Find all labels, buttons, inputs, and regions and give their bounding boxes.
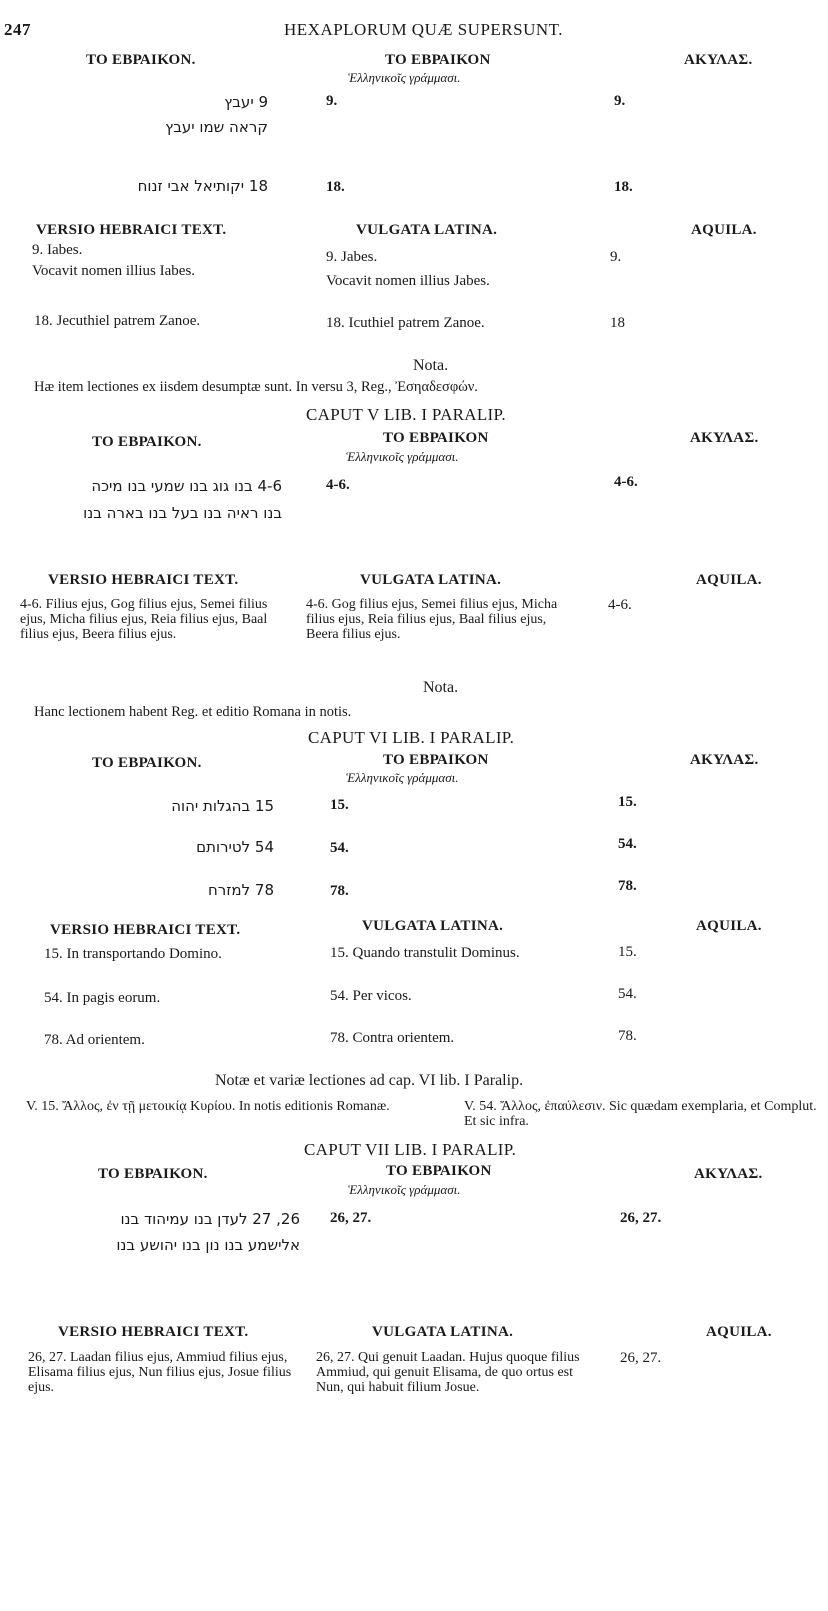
verse-number: 9. <box>326 93 338 109</box>
aquila-text: 18 <box>610 315 625 331</box>
caput-heading: CAPUT V LIB. I PARALIP. <box>306 405 506 424</box>
versio-text: 18. Jecuthiel patrem Zanoe. <box>34 313 201 329</box>
hebrew-line: 9 יעבץ <box>224 93 268 111</box>
vulgata-text: 4-6. Gog filius ejus, Semei filius ejus, Micha filius ejus, Reia filius ejus, Baal filius ejus, Beera filius ejus. <box>306 597 558 642</box>
col-subhead-greek-letters: Ἑλληνικοῖς γράμμασι. <box>346 770 459 785</box>
page-number: 247 <box>4 20 31 39</box>
col-head-hebrew-greek: ΤΟ ΕΒΡΑΙΚΟΝ <box>383 430 489 446</box>
vulgata-text: 18. Icuthiel patrem Zanoe. <box>326 315 485 331</box>
aquila-text: 9. <box>610 249 622 265</box>
verse-number: 54. <box>330 840 349 856</box>
col-head-hebrew-greek: ΤΟ ΕΒΡΑΙΚΟΝ <box>386 1163 492 1179</box>
vulgata-text: 15. Quando transtulit Dominus. <box>330 945 520 961</box>
hebrew-line: בנו ראיה בנו בעל בנו בארה בנו <box>83 504 282 522</box>
nota-text: Hæ item lectiones ex iisdem desumptæ sunt. In versu 3, Reg., Ἐσηαδεσφών. <box>34 379 478 395</box>
hebrew-line: 54 לטירותם <box>196 838 274 856</box>
col-head-hebrew: ΤΟ ΕΒΡΑΙΚΟΝ. <box>92 755 202 771</box>
versio-text: 54. In pagis eorum. <box>44 990 161 1006</box>
col-head-hebrew: ΤΟ ΕΒΡΑΙΚΟΝ. <box>86 52 196 68</box>
verse-number: 54. <box>618 836 637 852</box>
vulgata-text: 26, 27. Qui genuit Laadan. Hujus quoque filius Ammiud, qui genuit Elisama, de quo ortus est Nun, qui habuit filium Josue. <box>316 1350 580 1395</box>
aquila-text: 15. <box>618 944 637 960</box>
note-right: V. 54. Ἄλλος, ἐπαύλεσιν. Sic quædam exemplaria, et Complut. Et sic infra. <box>464 1099 817 1129</box>
col-head-aquila: AQUILA. <box>691 222 757 238</box>
aquila-text: 78. <box>618 1028 637 1044</box>
aquila-text: 4-6. <box>608 597 632 613</box>
col-subhead-greek-letters: Ἑλληνικοῖς γράμμασι. <box>348 70 461 85</box>
col-head-aquila: AQUILA. <box>696 572 762 588</box>
col-head-hebrew: ΤΟ ΕΒΡΑΙΚΟΝ. <box>98 1166 208 1182</box>
hebrew-line: 18 יקותיאל אבי זנוח <box>137 177 268 195</box>
versio-text: 26, 27. Laadan filius ejus, Ammiud filius ejus, Elisama filius ejus, Nun filius ejus, Josue filius ejus. <box>28 1350 292 1395</box>
hebrew-line: 4-6 בנו גוג בנו שמעי בנו מיכה <box>91 477 282 495</box>
nota-title: Nota. <box>423 679 459 696</box>
col-head-versio: VERSIO HEBRAICI TEXT. <box>50 922 241 938</box>
verse-number: 26, 27. <box>620 1210 662 1226</box>
col-head-versio: VERSIO HEBRAICI TEXT. <box>58 1324 249 1340</box>
hebrew-line: 26, 27 לעדן בנו עמיהוד בנו <box>120 1210 300 1228</box>
note-left: V. 15. Ἄλλος, ἐν τῇ μετοικίᾳ Κυρίου. In notis editionis Romanæ. <box>26 1099 390 1114</box>
caput-heading: CAPUT VI LIB. I PARALIP. <box>308 728 515 747</box>
verse-number: 78. <box>330 883 349 899</box>
col-head-hebrew: ΤΟ ΕΒΡΑΙΚΟΝ. <box>92 434 202 450</box>
verse-number: 78. <box>618 878 637 894</box>
hebrew-line: קראה שמו יעבץ <box>165 118 268 136</box>
col-subhead-greek-letters: Ἑλληνικοῖς γράμμασι. <box>346 449 459 464</box>
vulgata-text: 78. Contra orientem. <box>330 1030 455 1046</box>
verse-number: 4-6. <box>614 474 638 490</box>
hebrew-line: אלישמע בנו נון בנו יהושע בנו <box>116 1236 300 1254</box>
aquila-text: 26, 27. <box>620 1350 662 1366</box>
verse-number: 4-6. <box>326 477 350 493</box>
vulgata-text: 9. Jabes. <box>326 249 378 265</box>
col-head-hebrew-greek: ΤΟ ΕΒΡΑΙΚΟΝ <box>383 752 489 768</box>
aquila-text: 54. <box>618 986 637 1002</box>
versio-text: 4-6. Filius ejus, Gog filius ejus, Semei filius ejus, Micha filius ejus, Reia filius ejus, Baal filius ejus, Beera filius ejus. <box>20 597 268 642</box>
caput-heading: CAPUT VII LIB. I PARALIP. <box>304 1140 517 1159</box>
running-head: HEXAPLORUM QUÆ SUPERSUNT. <box>284 20 564 39</box>
versio-text: 9. Iabes. <box>32 242 83 258</box>
col-head-aquila-greek: ΑΚΥΛΑΣ. <box>694 1166 763 1182</box>
col-head-vulgata: VULGATA LATINA. <box>362 918 504 934</box>
col-head-versio: VERSIO HEBRAICI TEXT. <box>36 222 227 238</box>
versio-text: Vocavit nomen illius Iabes. <box>32 263 196 279</box>
col-head-versio: VERSIO HEBRAICI TEXT. <box>48 572 239 588</box>
verse-number: 18. <box>326 179 345 195</box>
notes-title: Notæ et variæ lectiones ad cap. VI lib. I Paralip. <box>215 1072 524 1089</box>
col-head-aquila: AQUILA. <box>706 1324 772 1340</box>
col-head-vulgata: VULGATA LATINA. <box>356 222 498 238</box>
nota-title: Nota. <box>413 357 449 374</box>
col-head-vulgata: VULGATA LATINA. <box>360 572 502 588</box>
versio-text: 15. In transportando Domino. <box>44 946 222 962</box>
versio-text: 78. Ad orientem. <box>44 1032 145 1048</box>
col-subhead-greek-letters: Ἑλληνικοῖς γράμμασι. <box>348 1182 461 1197</box>
verse-number: 15. <box>618 794 637 810</box>
vulgata-text: Vocavit nomen illius Jabes. <box>326 273 490 289</box>
col-head-aquila-greek: ΑΚΥΛΑΣ. <box>690 752 759 768</box>
nota-text: Hanc lectionem habent Reg. et editio Romana in notis. <box>34 704 352 720</box>
hebrew-line: 78 למזרח <box>207 881 274 899</box>
col-head-aquila-greek: ΑΚΥΛΑΣ. <box>684 52 753 68</box>
col-head-aquila: AQUILA. <box>696 918 762 934</box>
verse-number: 15. <box>330 797 349 813</box>
col-head-aquila-greek: ΑΚΥΛΑΣ. <box>690 430 759 446</box>
verse-number: 18. <box>614 179 633 195</box>
col-head-vulgata: VULGATA LATINA. <box>372 1324 514 1340</box>
vulgata-text: 54. Per vicos. <box>330 988 412 1004</box>
verse-number: 26, 27. <box>330 1210 372 1226</box>
col-head-hebrew-greek: ΤΟ ΕΒΡΑΙΚΟΝ <box>385 52 491 68</box>
verse-number: 9. <box>614 93 626 109</box>
hebrew-line: 15 בהגלות יהוה <box>171 797 274 815</box>
